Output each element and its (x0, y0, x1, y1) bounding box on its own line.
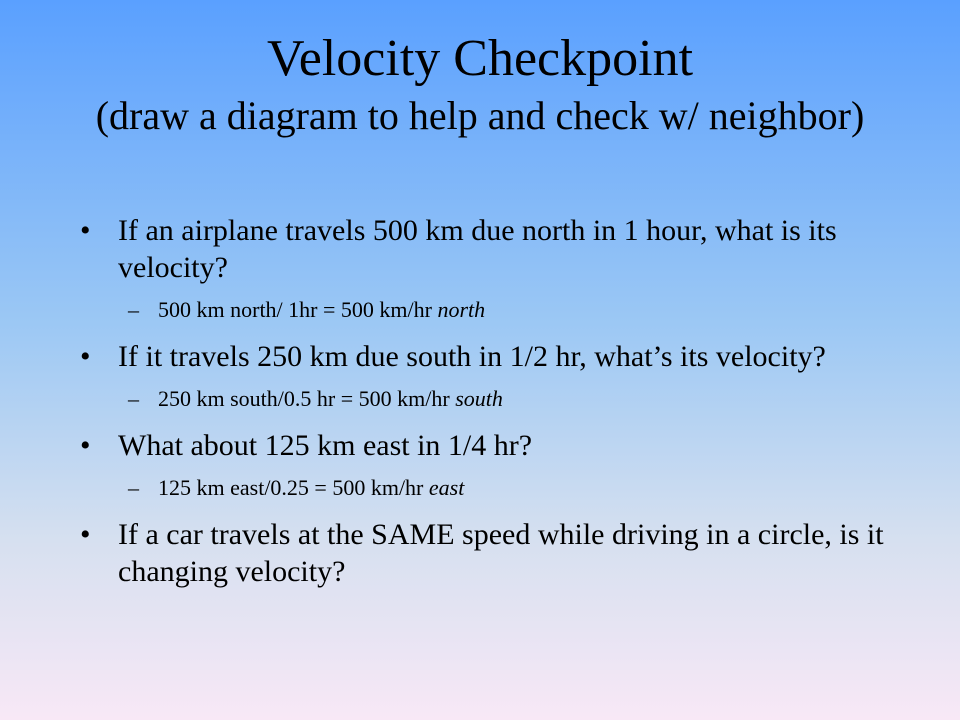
question-text: If it travels 250 km due south in 1/2 hr, what’s its velocity? (118, 340, 826, 373)
bullet-list (80, 212, 890, 590)
bullet-item-2 (80, 338, 890, 375)
bullet-item-3 (80, 427, 890, 464)
bullet-dot: • (80, 214, 91, 247)
answer-item-3 (80, 474, 890, 502)
bullet-dot: • (80, 518, 91, 551)
bullet-dot: • (80, 340, 91, 373)
question-text: If a car travels at the SAME speed while driving in a circle, is it changing velocity? (118, 518, 884, 588)
question-text: If an airplane travels 500 km due north in 1 hour, what is its velocity? (118, 214, 837, 284)
answer-direction: south (455, 386, 503, 411)
dash-marker: – (128, 297, 139, 322)
slide-subtitle: (draw a diagram to help and check w/ neighbor) (95, 93, 865, 138)
bullet-item-1 (80, 212, 890, 286)
answer-item-1 (80, 296, 890, 324)
title-block (60, 28, 900, 142)
bullet-item-4 (80, 516, 890, 590)
slide-title: Velocity Checkpoint (266, 30, 694, 87)
answer-text: 500 km north/ 1hr = 500 km/hr (158, 297, 438, 322)
answer-text: 250 km south/0.5 hr = 500 km/hr (158, 386, 456, 411)
answer-text: 125 km east/0.25 = 500 km/hr (158, 475, 429, 500)
question-text: What about 125 km east in 1/4 hr? (118, 429, 533, 462)
bullet-dot: • (80, 429, 91, 462)
answer-item-2 (80, 385, 890, 413)
answer-direction: north (437, 297, 486, 322)
dash-marker: – (128, 386, 139, 411)
answer-direction: east (428, 475, 465, 500)
dash-marker: – (128, 475, 139, 500)
